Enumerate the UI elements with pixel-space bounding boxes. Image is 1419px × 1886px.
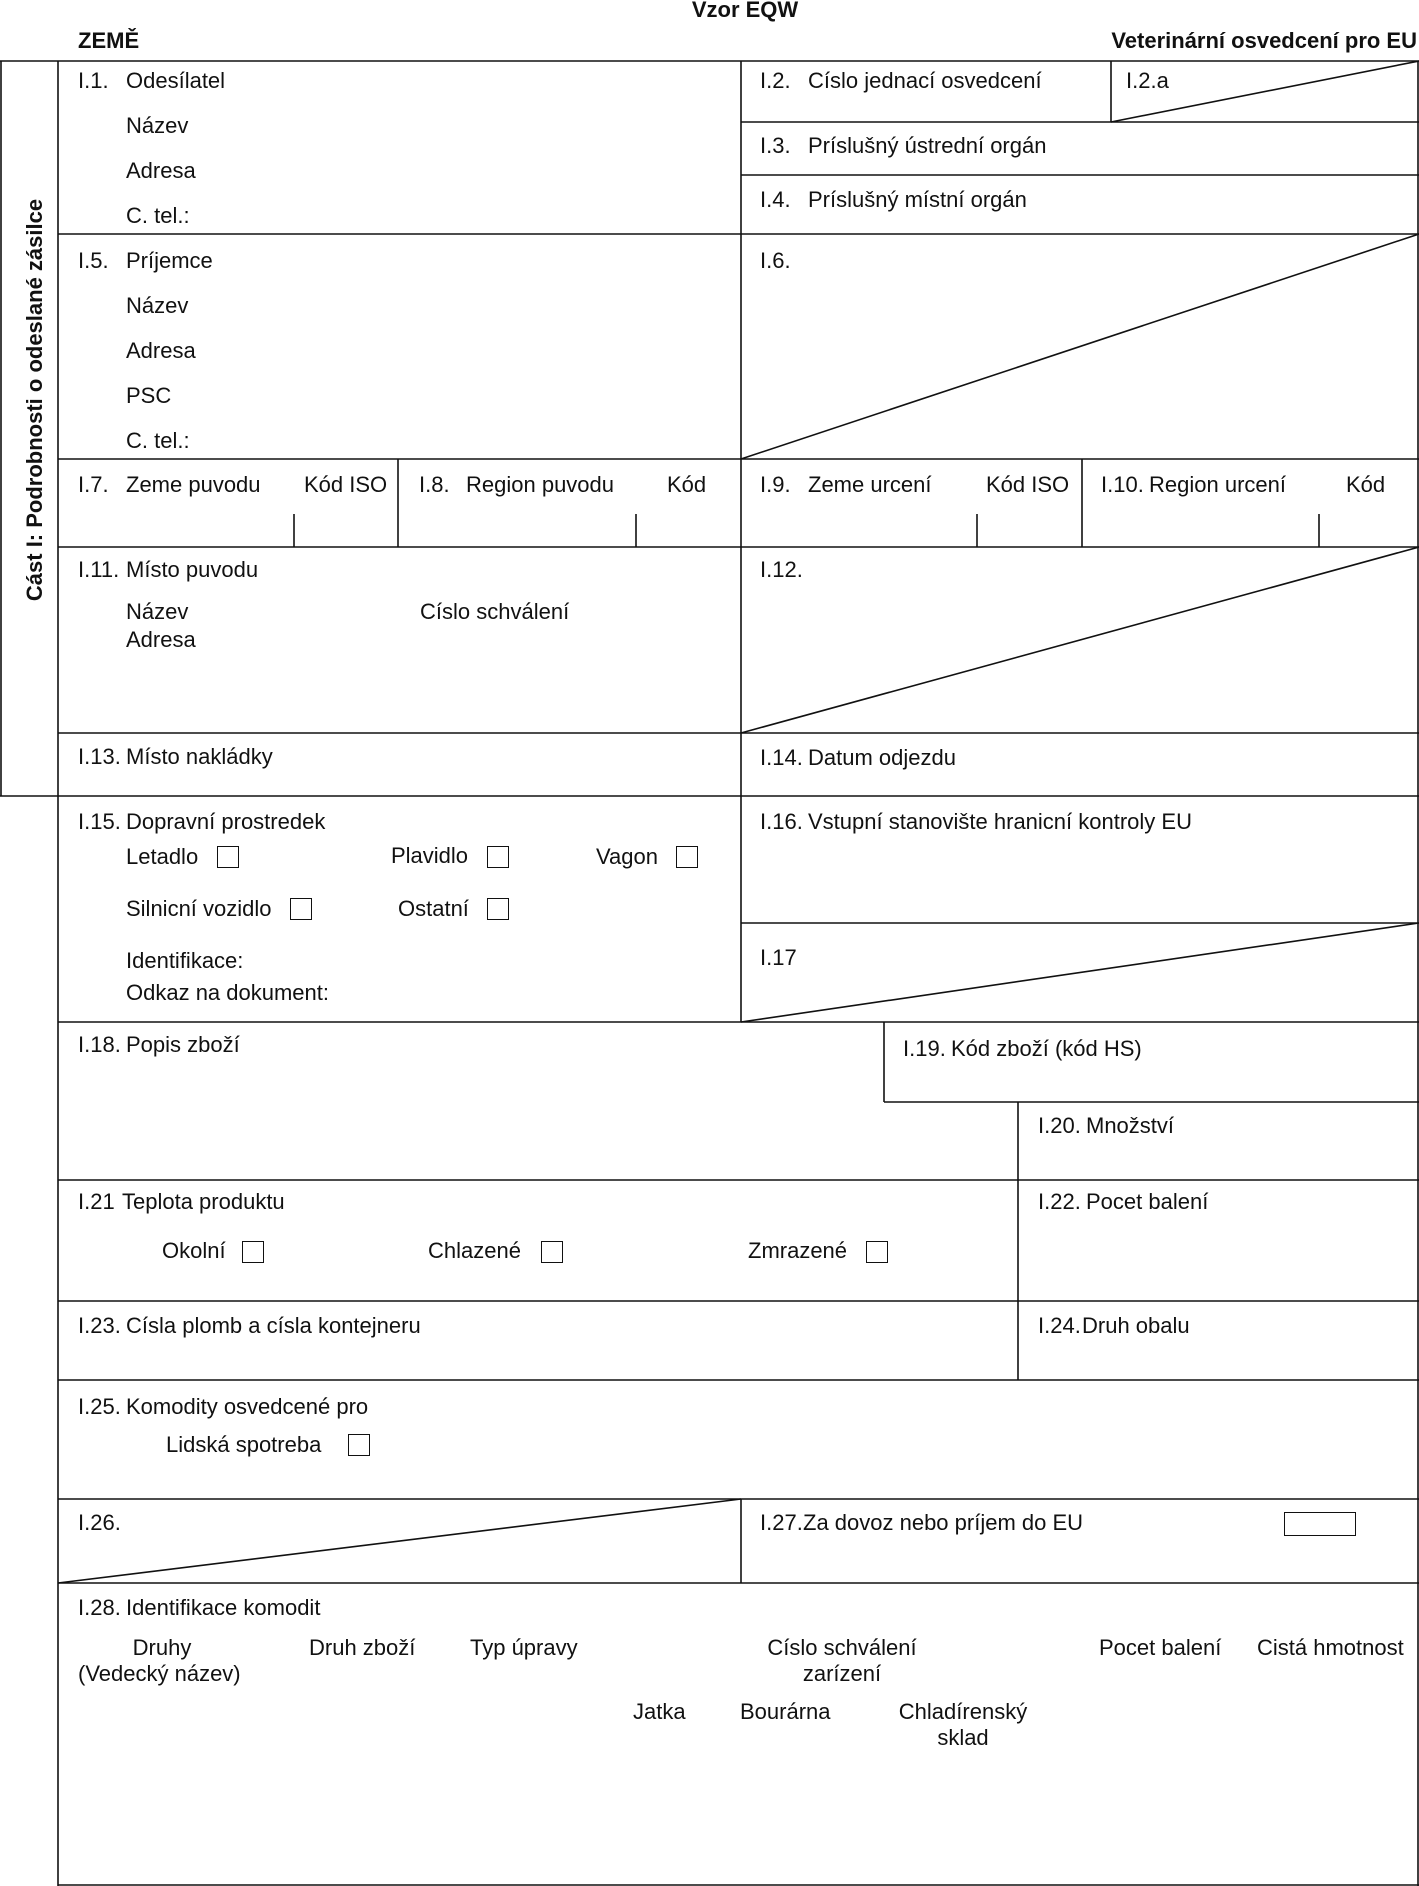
ambient-checkbox[interactable] [242, 1241, 264, 1263]
chilled-label: Chlazené [428, 1238, 521, 1263]
road-vehicle-label: Silnicní vozidlo [126, 896, 272, 921]
document-reference-label: Odkaz na dokument: [126, 980, 330, 1005]
i14-number: I.14. [760, 745, 803, 770]
i10-number: I.10. [1101, 472, 1144, 497]
i23-title: Císla plomb a císla kontejneru [126, 1313, 421, 1338]
i16-title: Vstupní stanovište hranicní kontroly EU [808, 809, 1192, 834]
i2-number: I.2. [760, 68, 791, 93]
i15-number: I.15. [78, 809, 121, 834]
i20-number: I.20. [1038, 1113, 1081, 1138]
human-consumption-checkbox[interactable] [348, 1434, 370, 1456]
ambient-label: Okolní [162, 1238, 226, 1263]
i2a-number: I.2.a [1126, 68, 1169, 93]
col-number-of-packages: Pocet balení [1099, 1635, 1222, 1660]
i1-tel-label: C. tel.: [126, 203, 190, 228]
wagon-label: Vagon [596, 844, 658, 869]
i24-number: I.24. [1038, 1313, 1081, 1338]
i1-number: I.1. [78, 68, 109, 93]
other-transport-checkbox[interactable] [487, 898, 509, 920]
i3-title: Príslušný ústrední orgán [808, 133, 1047, 158]
i7-code-label: Kód ISO [304, 472, 388, 497]
i6-number: I.6. [760, 248, 791, 273]
i13-number: I.13. [78, 744, 121, 769]
col-net-weight: Cistá hmotnost [1257, 1635, 1404, 1660]
i5-name-label: Název [126, 293, 189, 318]
i17-number: I.17 [760, 945, 797, 970]
i11-approval-label: Císlo schválení [420, 599, 570, 624]
i1-address-label: Adresa [126, 158, 196, 183]
i7-number: I.7. [78, 472, 109, 497]
model-title: Vzor EQW [691, 0, 799, 22]
i19-title: Kód zboží (kód HS) [951, 1036, 1142, 1061]
i11-title: Místo puvodu [126, 557, 259, 582]
i16-number: I.16. [760, 809, 803, 834]
aircraft-checkbox[interactable] [217, 846, 239, 868]
col-cold-store-2: sklad [937, 1725, 989, 1750]
i27-title: Za dovoz nebo príjem do EU [803, 1510, 1084, 1535]
identification-label: Identifikace: [126, 948, 244, 973]
country-label: ZEMĚ [78, 28, 140, 53]
i9-number: I.9. [760, 472, 791, 497]
ship-checkbox[interactable] [487, 846, 509, 868]
i9-title: Zeme urcení [808, 472, 932, 497]
i27-entry-box[interactable] [1284, 1512, 1356, 1536]
i1-title: Odesílatel [126, 68, 226, 93]
i28-number: I.28. [78, 1595, 121, 1620]
i8-code-label: Kód [667, 472, 707, 497]
col-cold-store: Chladírenský [898, 1699, 1028, 1724]
i5-address-label: Adresa [126, 338, 196, 363]
i5-number: I.5. [78, 248, 109, 273]
i25-number: I.25. [78, 1394, 121, 1419]
i14-title: Datum odjezdu [808, 745, 956, 770]
i12-number: I.12. [760, 557, 803, 582]
i2-title: Císlo jednací osvedcení [808, 68, 1042, 93]
i8-title: Region puvodu [466, 472, 615, 497]
certificate-title: Veterinární osvedcení pro EU [1111, 28, 1417, 53]
human-consumption-label: Lidská spotreba [166, 1432, 322, 1457]
i10-title: Region urcení [1149, 472, 1286, 497]
other-transport-label: Ostatní [398, 896, 469, 921]
i4-number: I.4. [760, 187, 791, 212]
i21-number: I.21 [78, 1189, 115, 1214]
col-treatment-type: Typ úpravy [470, 1635, 578, 1660]
i15-title: Dopravní prostredek [126, 809, 326, 834]
i19-number: I.19. [903, 1036, 946, 1061]
i26-number: I.26. [78, 1510, 121, 1535]
col-nature-of-commodity: Druh zboží [309, 1635, 416, 1660]
chilled-checkbox[interactable] [541, 1241, 563, 1263]
i1-name-label: Název [126, 113, 189, 138]
i18-title: Popis zboží [126, 1032, 240, 1057]
col-cutting-plant: Bourárna [740, 1699, 831, 1724]
wagon-checkbox[interactable] [676, 846, 698, 868]
i7-title: Zeme puvodu [126, 472, 261, 497]
i5-title: Príjemce [126, 248, 213, 273]
i22-title: Pocet balení [1086, 1189, 1209, 1214]
i10-code-label: Kód [1346, 472, 1386, 497]
i5-postcode-label: PSC [126, 383, 172, 408]
col-approval-establishment: zarízení [802, 1661, 882, 1686]
i9-code-label: Kód ISO [986, 472, 1070, 497]
i24-title: Druh obalu [1082, 1313, 1190, 1338]
aircraft-label: Letadlo [126, 844, 199, 869]
col-slaughterhouse: Jatka [633, 1699, 686, 1724]
i20-title: Množství [1086, 1113, 1175, 1138]
part-one-side-label: Cást I: Podrobnosti o odeslané zásilce [22, 198, 47, 602]
i28-title: Identifikace komodit [126, 1595, 321, 1620]
i22-number: I.22. [1038, 1189, 1081, 1214]
i8-number: I.8. [419, 472, 450, 497]
col-species: Druhy [132, 1635, 192, 1660]
col-species-scientific: (Vedecký název) [78, 1661, 241, 1686]
i21-title: Teplota produktu [122, 1189, 285, 1214]
i27-number: I.27. [760, 1510, 803, 1535]
i11-number: I.11. [78, 557, 120, 582]
frozen-checkbox[interactable] [866, 1241, 888, 1263]
i23-number: I.23. [78, 1313, 121, 1338]
i11-address-label: Adresa [126, 627, 196, 652]
i13-title: Místo nakládky [126, 744, 273, 769]
road-vehicle-checkbox[interactable] [290, 898, 312, 920]
frozen-label: Zmrazené [748, 1238, 848, 1263]
i25-title: Komodity osvedcené pro [126, 1394, 369, 1419]
i11-name-label: Název [126, 599, 189, 624]
i18-number: I.18. [78, 1032, 121, 1057]
i3-number: I.3. [760, 133, 791, 158]
i5-tel-label: C. tel.: [126, 428, 190, 453]
col-approval-number: Císlo schválení [767, 1635, 917, 1660]
i4-title: Príslušný místní orgán [808, 187, 1027, 212]
ship-label: Plavidlo [391, 843, 469, 868]
